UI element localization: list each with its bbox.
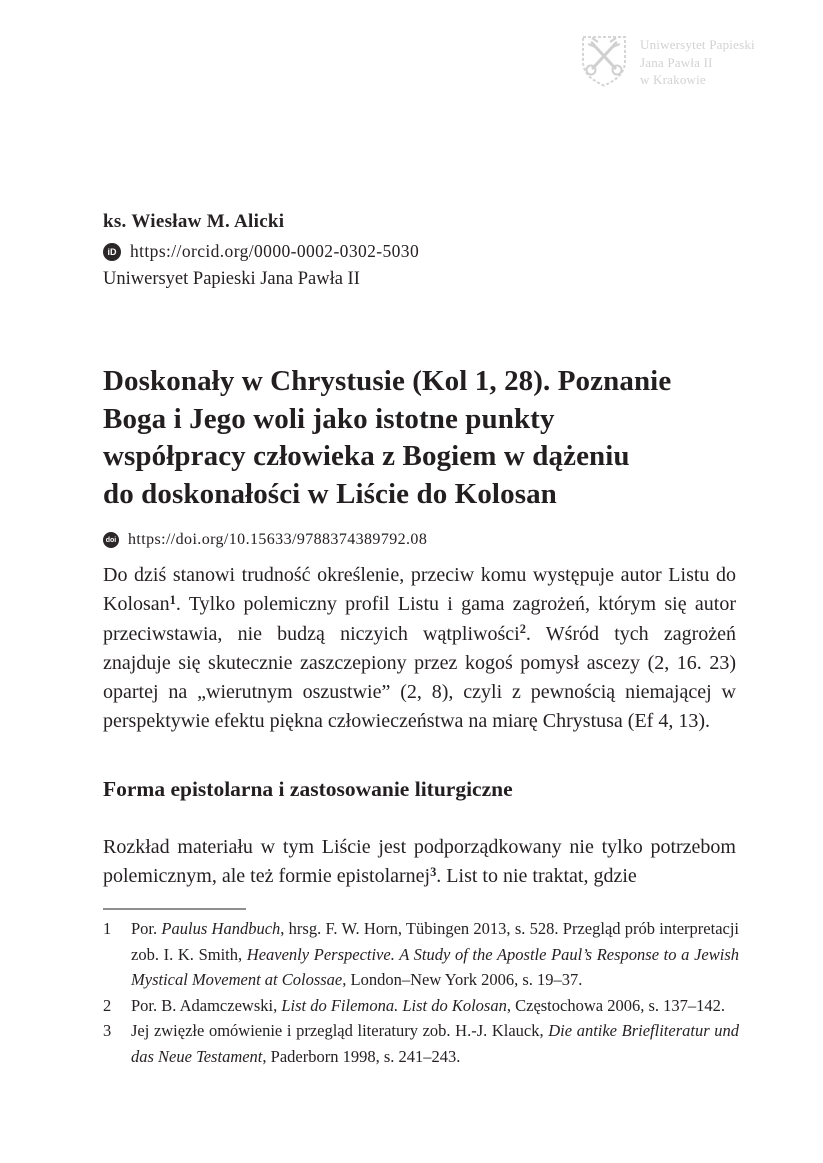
author-block: [103, 211, 419, 290]
section-heading: Forma epistolarna i zastosowanie liturgiczne: [103, 777, 513, 801]
footnote-text: Por. Paulus Handbuch, hrsg. F. W. Horn, Tübingen 2013, s. 528. Przegląd prób interpretacji zob. I. K. Smith, Heavenly Perspective. A Study of the Apostle Paul’s Response to a Jewish Mystical Movement at Colossae, London–New York 2006, s. 19–37.: [131, 919, 740, 990]
article-title: [103, 363, 671, 513]
doi-icon: doi: [103, 532, 119, 548]
author-affiliation: Uniwersyet Papieski Jana Pawła II: [103, 269, 360, 289]
body-paragraph-2: Rozkład materiału w tym Liście jest podporządkowany nie tylko potrzebom polemicznym, ale też formie epistolarnej$^3$. List to nie traktat, gdzie: [103, 836, 736, 888]
orcid-icon: iD: [103, 243, 121, 261]
footnote-text: Jej zwięzłe omówienie i przegląd literatury zob. H.-J. Klauck, Die antike Briefliteratur und das Neue Testament, Paderborn 1998, s. 241–243.: [131, 1021, 739, 1066]
footnote-number: 1: [103, 919, 112, 938]
doi-link[interactable]: https://doi.org/10.15633/9788374389792.08: [128, 531, 428, 548]
article-title-line: do doskonałości w Liście do Kolosan: [103, 477, 557, 510]
orcid-line: [103, 241, 419, 262]
footnote-separator-rule: [103, 908, 246, 910]
university-name-line1: Uniwersytet Papieski: [640, 37, 755, 52]
orcid-link[interactable]: https://orcid.org/0000-0002-0302-5030: [130, 241, 420, 261]
university-logo-text: [640, 30, 755, 89]
footnote-2: [103, 993, 739, 1019]
body-paragraph-1: Do dziś stanowi trudność określenie, przeciw komu występuje autor Listu do Kolosan$^1$. Tylko polemiczny profil Listu i gama zagrożeń, którym się autor przeciwstawia, nie budzą niczyich wątpliwości$^2$. Wśród tych zagrożeń znajduje się skutecznie zaszczepiony przez kogoś pomysł ascezy (2, 16. 23) opartej na „wierutnym oszustwie” (2, 8), czyli z pewnością niemającej w perspektywie efektu piękna człowieczeństwa na miarę Chrystusa (Ef 4, 13).: [103, 564, 737, 733]
footnote-number: 2: [103, 995, 112, 1015]
university-name-line3: w Krakowie: [640, 72, 706, 87]
footnote-1: [103, 916, 739, 993]
footnote-text: Por. B. Adamczewski, List do Filemona. List do Kolosan, Częstochowa 2006, s. 137–142.: [131, 995, 726, 1015]
footnotes: [103, 916, 739, 1070]
footnote-number: 3: [103, 1021, 112, 1041]
article-title-line: Doskonały w Chrystusie (Kol 1, 28). Poznanie: [103, 365, 672, 397]
footnote-3: [103, 1018, 739, 1069]
doi-line: [103, 531, 427, 549]
university-logo: [577, 30, 755, 89]
university-crest-icon: [577, 30, 631, 88]
author-name: ks. Wiesław M. Alicki: [103, 211, 285, 232]
university-name-line2: Jana Pawła II: [640, 54, 713, 70]
article-title-line: współpracy człowieka z Bogiem w dążeniu: [103, 440, 630, 472]
article-title-line: Boga i Jego woli jako istotne punkty: [103, 402, 555, 435]
